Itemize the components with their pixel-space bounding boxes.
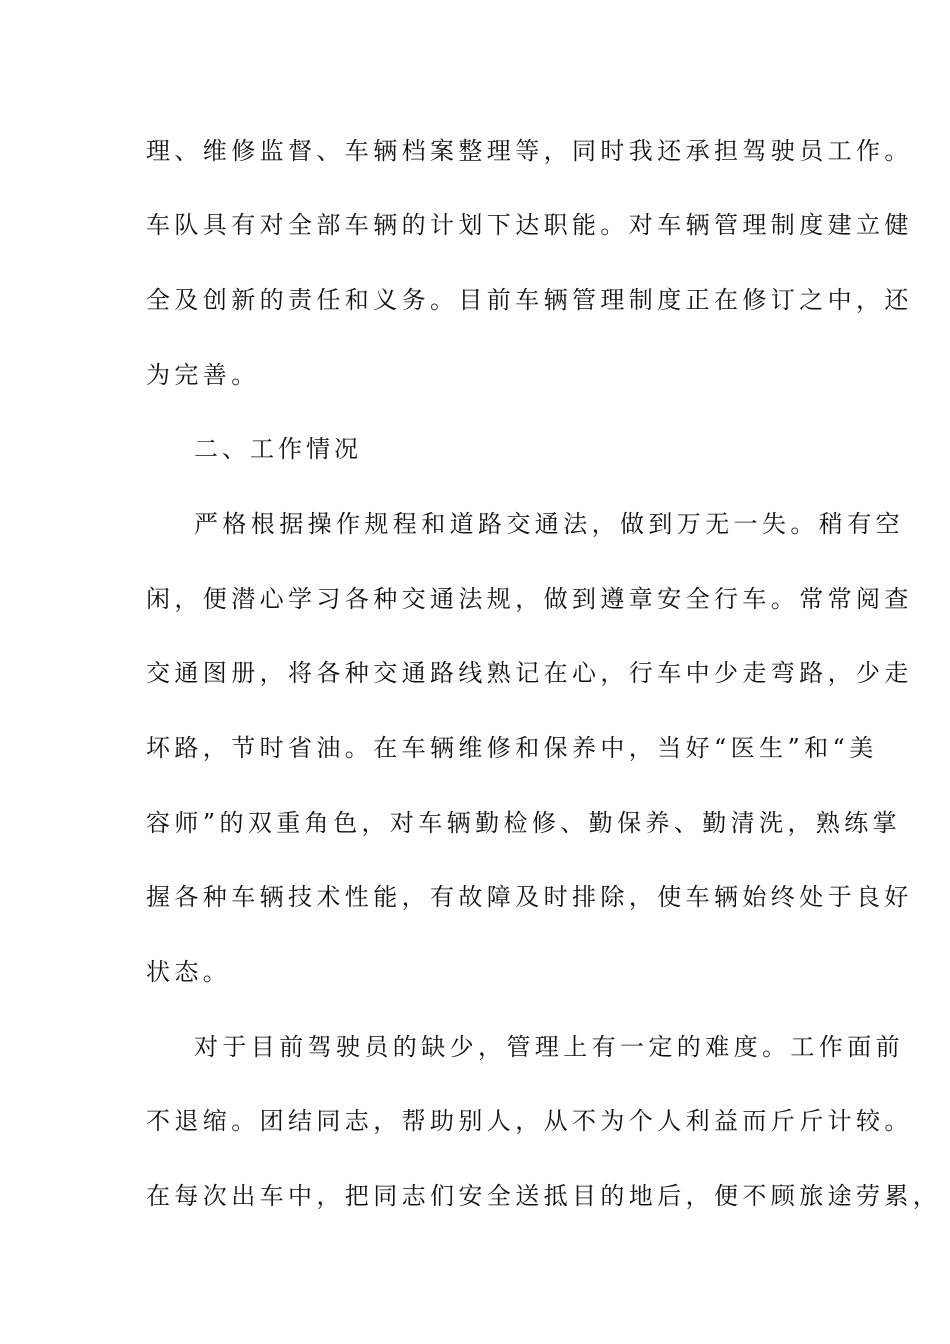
paragraph-first-line: 对于目前驾驶员的缺少，管理上有一定的难度。工作面前	[194, 1033, 904, 1061]
text-line: 握各种车辆技术性能，有故障及时排除，使车辆始终处于良好	[146, 883, 913, 911]
text-line: 不退缩。团结同志，帮助别人，从不为个人利益而斤斤计较。	[146, 1107, 913, 1135]
text-line: 坏路，节时省油。在车辆维修和保养中，当好“医生”和“美	[146, 734, 878, 762]
text-line: 交通图册，将各种交通路线熟记在心，行车中少走弯路，少走	[146, 659, 913, 687]
text-line: 为完善。	[146, 361, 260, 389]
paragraph-first-line: 严格根据操作规程和道路交通法，做到万无一失。稍有空	[194, 510, 904, 538]
text-line: 闲，便潜心学习各种交通法规，做到遵章安全行车。常常阅查	[146, 585, 913, 613]
section-heading: 二、工作情况	[194, 435, 362, 463]
text-line: 理、维修监督、车辆档案整理等，同时我还承担驾驶员工作。	[146, 137, 913, 165]
text-line: 状态。	[146, 958, 232, 986]
text-line: 容师”的双重角色，对车辆勤检修、勤保养、勤清洗，熟练掌	[146, 809, 902, 837]
text-line: 车队具有对全部车辆的计划下达职能。对车辆管理制度建立健	[146, 211, 913, 239]
text-line: 在每次出车中，把同志们安全送抵目的地后，便不顾旅途劳累，	[146, 1182, 942, 1210]
text-line: 全及创新的责任和义务。目前车辆管理制度正在修订之中，还	[146, 286, 913, 314]
